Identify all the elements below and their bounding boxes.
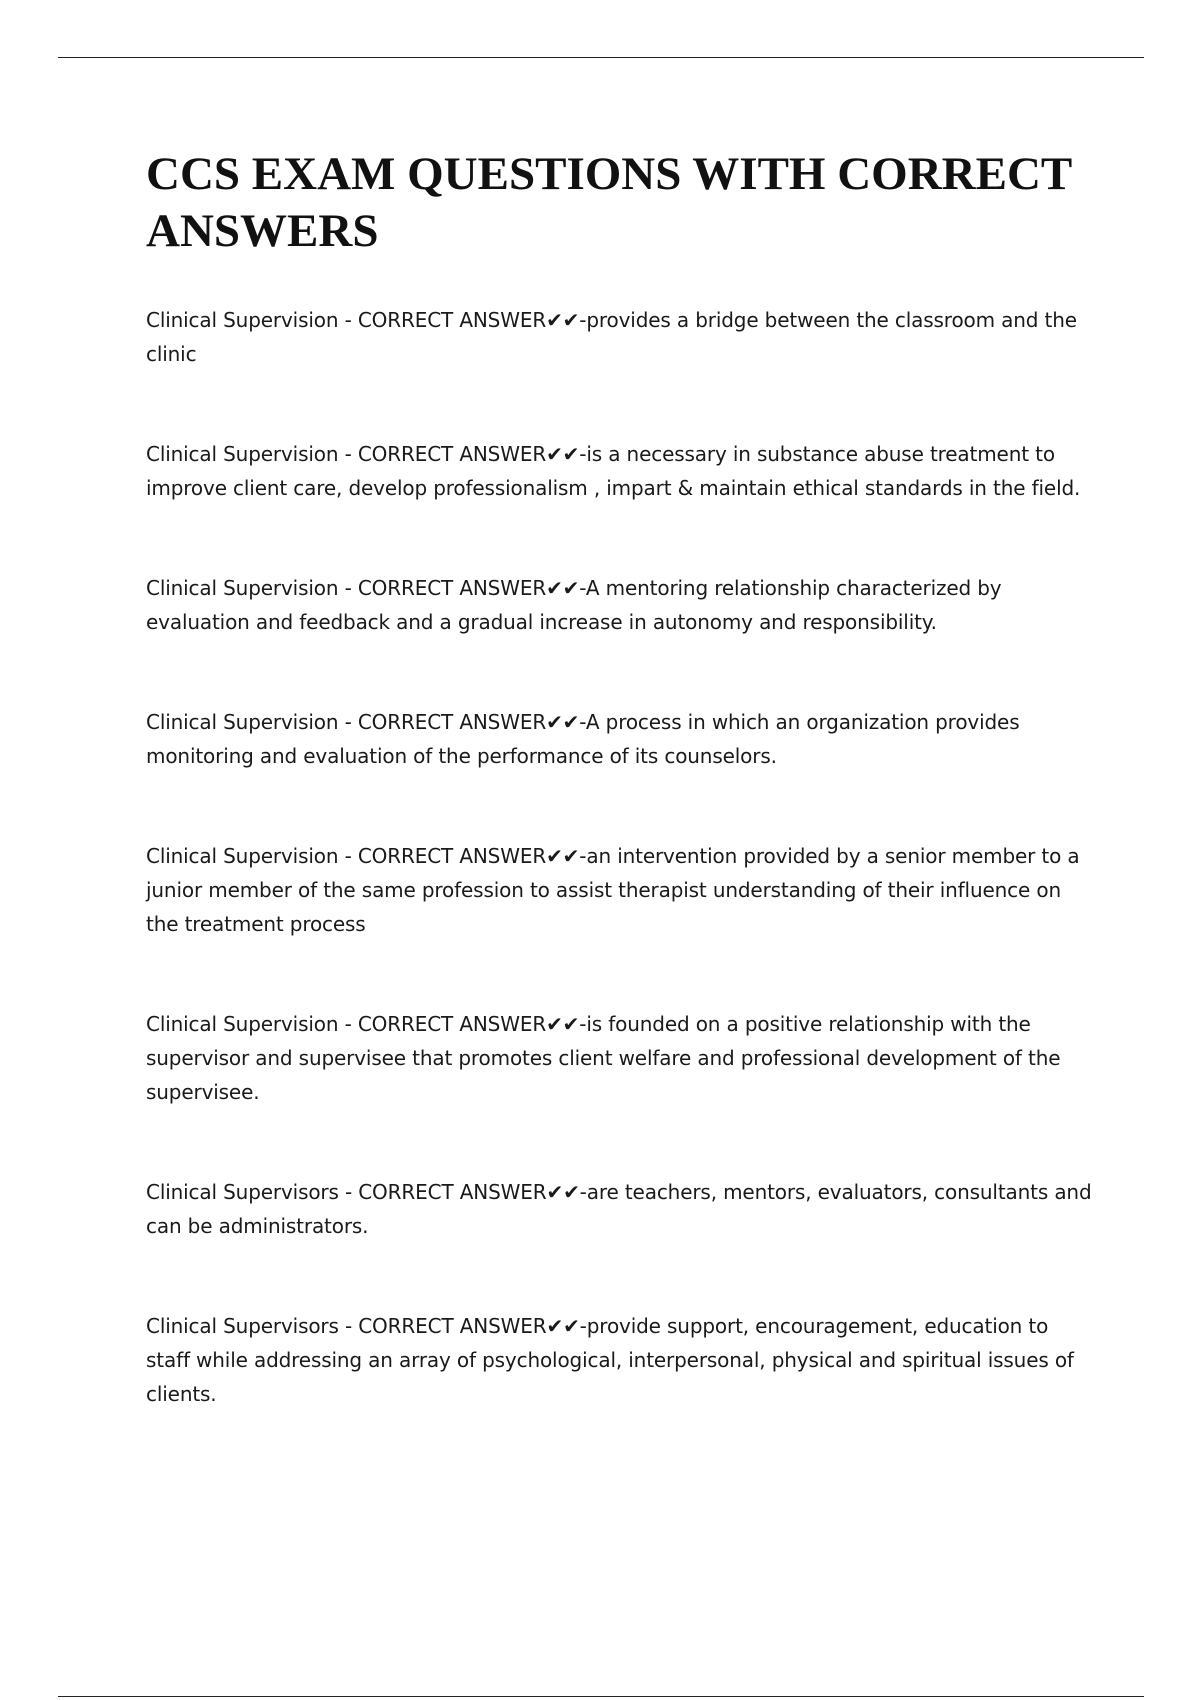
qa-term: Clinical Supervisors [146,1314,339,1338]
qa-answer: provide support, encouragement, education to staff while addressing an array of psychological, interpersonal, physical and spiritual issues of clients. [146,1314,1074,1406]
qa-list [146,303,1096,1477]
qa-separator: - CORRECT ANSWER✔✔- [338,1012,587,1036]
qa-entry [146,571,1096,639]
qa-separator: - CORRECT ANSWER✔✔- [338,844,587,868]
qa-answer: provides a bridge between the classroom and the clinic [146,308,1077,366]
qa-term: Clinical Supervision [146,576,339,600]
qa-entry [146,839,1096,941]
qa-entry [146,1309,1096,1411]
qa-term: Clinical Supervision [146,308,339,332]
qa-separator: - CORRECT ANSWER✔✔- [338,308,587,332]
qa-entry [146,705,1096,773]
qa-separator: - CORRECT ANSWER✔✔- [338,442,587,466]
document-title: CCS EXAM QUESTIONS WITH CORRECT ANSWERS [146,148,1072,257]
qa-separator: - CORRECT ANSWER✔✔- [338,710,586,734]
qa-term: Clinical Supervision [146,442,339,466]
qa-separator: - CORRECT ANSWER✔✔- [338,576,586,600]
qa-answer: an intervention provided by a senior member to a junior member of the same profession to assist therapist understanding of their influence on the treatment process [146,844,1080,936]
qa-entry [146,1007,1096,1109]
qa-answer: are teachers, mentors, evaluators, consultants and can be administrators. [146,1180,1092,1238]
qa-answer: A mentoring relationship characterized by evaluation and feedback and a gradual increase in autonomy and responsibility. [146,576,1002,634]
qa-separator: - CORRECT ANSWER✔✔- [338,1314,587,1338]
qa-term: Clinical Supervision [146,1012,339,1036]
top-divider [58,57,1144,58]
bottom-divider [58,1696,1144,1697]
qa-entry [146,437,1096,505]
qa-entry [146,303,1096,371]
qa-term: Clinical Supervision [146,844,339,868]
qa-term: Clinical Supervision [146,710,339,734]
qa-term: Clinical Supervisors [146,1180,339,1204]
qa-separator: - CORRECT ANSWER✔✔- [338,1180,587,1204]
qa-answer: is a necessary in substance abuse treatment to improve client care, develop professionalism , impart & maintain ethical standards in the field. [146,442,1081,500]
qa-entry [146,1175,1096,1243]
qa-answer: A process in which an organization provides monitoring and evaluation of the performance of its counselors. [146,710,1020,768]
qa-answer: is founded on a positive relationship with the supervisor and supervisee that promotes client welfare and professional development of the supervisee. [146,1012,1061,1104]
